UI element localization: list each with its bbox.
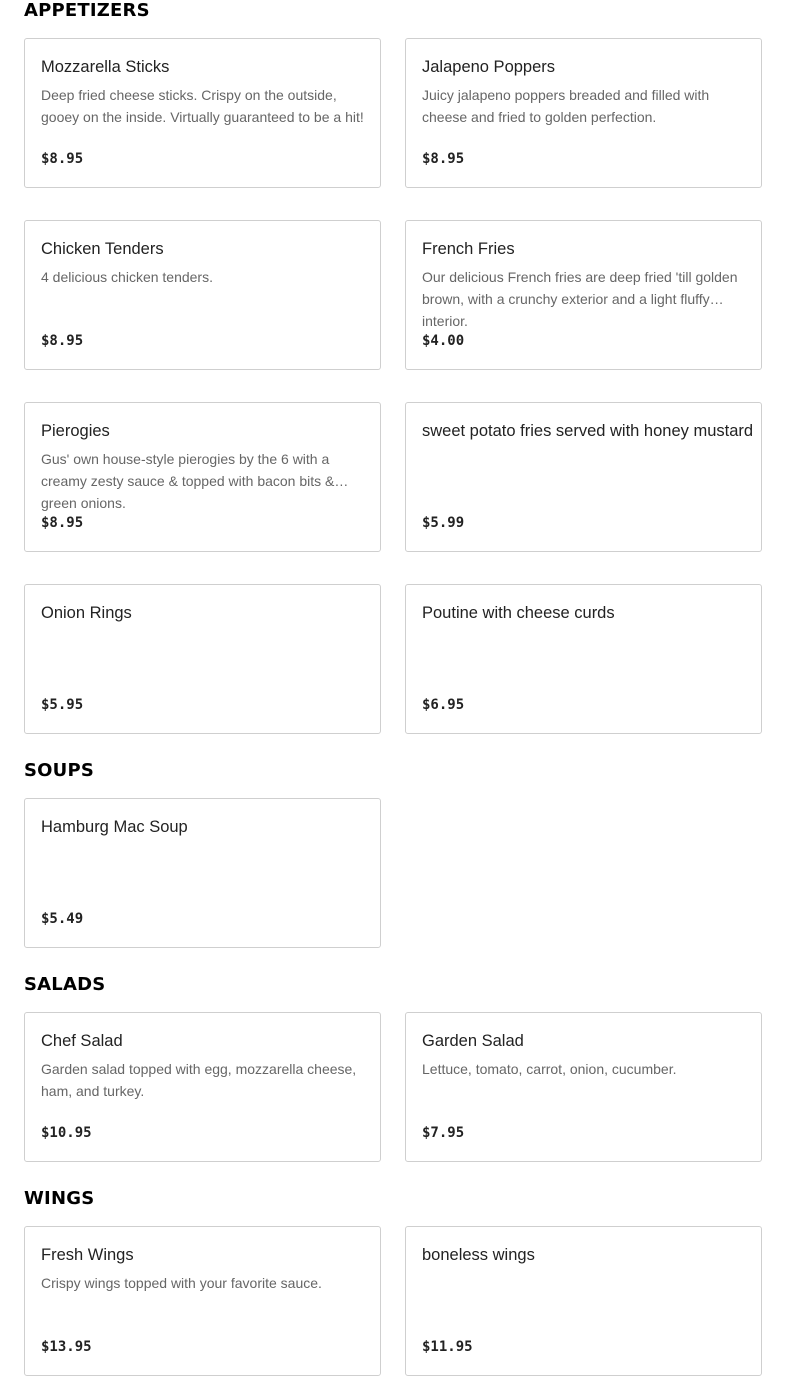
menu-item-description: Juicy jalapeno poppers breaded and filled with cheese and fried to golden perfection. (422, 87, 710, 125)
menu-item-name: Pierogies (41, 422, 110, 440)
section-title-appetizers: APPETIZERS (24, 0, 150, 21)
menu-item-card[interactable] (24, 220, 381, 370)
menu-item-name: French Fries (422, 240, 515, 258)
menu-item-name: Chef Salad (41, 1032, 123, 1050)
menu-item-name: Jalapeno Poppers (422, 58, 556, 76)
section-title-wings: WINGS (24, 1188, 95, 1209)
menu-item-name: boneless wings (422, 1246, 535, 1264)
menu-item-description: Our delicious French fries are deep fried 'till golden brown, with a crunchy exterior and a light fluffy interior. (422, 269, 738, 329)
menu-item-description: Gus' own house-style pierogies by the 6 with a creamy zesty sauce & topped with bacon bits & green onions. (41, 451, 335, 511)
menu-item-name: Fresh Wings (41, 1246, 134, 1264)
menu-item-price: $8.95 (422, 151, 465, 167)
menu-item-description: Garden salad topped with egg, mozzarella cheese, ham, and turkey. (41, 1061, 357, 1099)
menu-item-price: $11.95 (422, 1339, 473, 1355)
menu-item-name: Chicken Tenders (41, 240, 164, 258)
menu-item-card[interactable] (405, 1226, 762, 1376)
menu-item-name: Poutine with cheese curds (422, 604, 615, 622)
menu-item-price: $5.49 (41, 911, 84, 927)
menu-item-price: $8.95 (41, 333, 84, 349)
menu-item-description: 4 delicious chicken tenders. (41, 269, 213, 285)
menu-item-price: $5.99 (422, 515, 465, 531)
menu-item-name: Hamburg Mac Soup (41, 818, 188, 836)
menu-item-card[interactable] (405, 220, 762, 370)
menu-item-description: Lettuce, tomato, carrot, onion, cucumber. (422, 1061, 677, 1077)
menu-item-card[interactable] (24, 1012, 381, 1162)
menu-item-price: $6.95 (422, 697, 465, 713)
section-title-salads: SALADS (24, 974, 106, 995)
menu-item-name: sweet potato fries served with honey mustard (422, 422, 754, 440)
menu-item-card[interactable] (24, 38, 381, 188)
menu-item-card[interactable] (24, 798, 381, 948)
menu-item-price: $5.95 (41, 697, 84, 713)
menu-item-card[interactable] (405, 1012, 762, 1162)
menu-item-card[interactable] (24, 584, 381, 734)
menu-item-price: $7.95 (422, 1125, 465, 1141)
menu-item-name: Mozzarella Sticks (41, 58, 170, 76)
menu-item-name: Garden Salad (422, 1032, 524, 1050)
menu-item-card[interactable] (405, 402, 762, 552)
menu-item-card[interactable] (405, 38, 762, 188)
menu-item-card[interactable] (405, 584, 762, 734)
menu-item-description: Crispy wings topped with your favorite sauce. (41, 1275, 322, 1291)
menu-item-card[interactable] (24, 1226, 381, 1376)
section-title-soups: SOUPS (24, 760, 95, 781)
menu-item-description: Deep fried cheese sticks. Crispy on the outside, gooey on the inside. Virtually guaranteed to be a hit! (41, 87, 364, 125)
menu-item-price: $8.95 (41, 515, 84, 531)
menu-item-name: Onion Rings (41, 604, 132, 622)
menu-item-card[interactable] (24, 402, 381, 552)
menu-item-price: $13.95 (41, 1339, 92, 1355)
menu-item-price: $8.95 (41, 151, 84, 167)
menu-item-price: $4.00 (422, 333, 465, 349)
menu-item-price: $10.95 (41, 1125, 92, 1141)
